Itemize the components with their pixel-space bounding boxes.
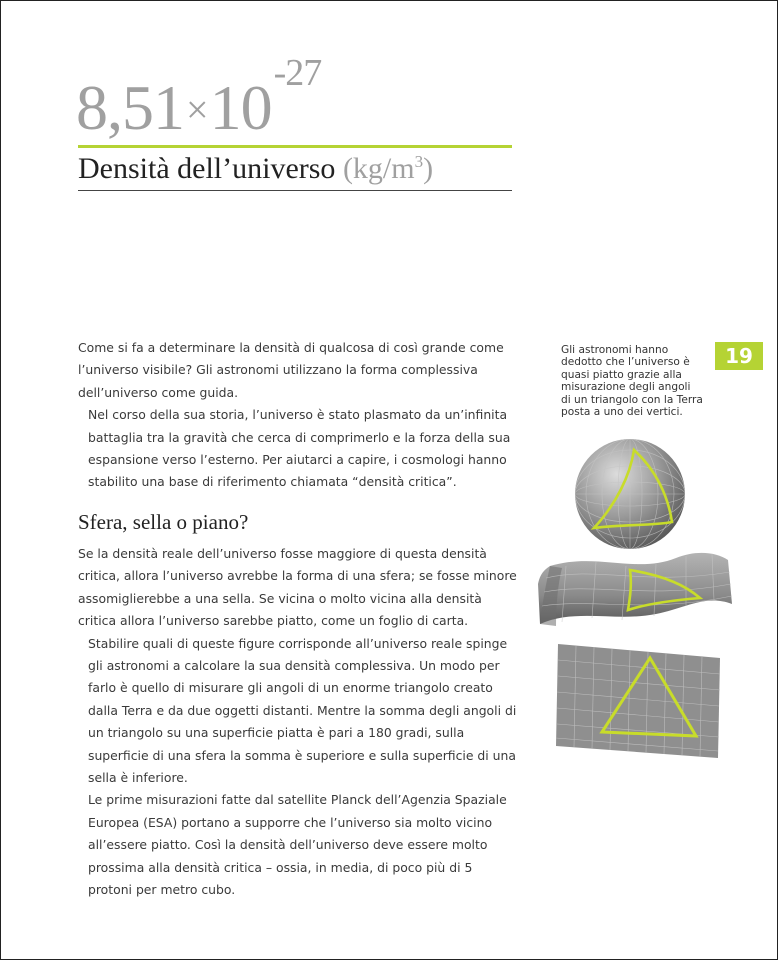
section-heading: Sfera, sella o piano?	[78, 510, 249, 534]
unit-prefix: (kg/m	[342, 152, 415, 185]
title-unit	[343, 152, 433, 185]
intro-text	[78, 337, 518, 494]
times-sign: ×	[186, 87, 208, 132]
unit-sup: 3	[414, 152, 424, 171]
mantissa: 8,51	[76, 72, 184, 143]
saddle-illustration	[536, 544, 734, 630]
intro-paragraph-2: Nel corso della sua storia, l’universo è stato plasmato da un’infinita battaglia tra la gravità che cerca di comprimerlo e la forza della sua espansione verso l’esterno. Per aiutarci a capire, i cosmologi hanno stabilito una base di riferimento chiamata “densità critica”.	[88, 407, 511, 490]
section-paragraph-1: Se la densità reale dell’universo fosse maggiore di questa densità critica, allora l’universo avrebbe la forma di una sfera; se fosse minore assomiglierebbe a una sella. Se vicina o molto vicina alla densità critica allora l’universo sarebbe piatto, come un foglio di carta.	[78, 546, 517, 629]
base: 10	[209, 72, 272, 143]
section-paragraph-3: Le prime misurazioni fatte dal satellite Planck dell’Agenzia Spaziale Europea (ESA) portano a supporre che l’universo sia molto vicino all’essere piatto. Così la densità dell’universo deve essere molto prossima alla densità critica – ossia, in media, di poco più di 5 protoni per metro cubo.	[88, 792, 507, 898]
exponent: -27	[273, 52, 322, 94]
unit-suffix: )	[423, 152, 434, 185]
figure-caption	[535, 344, 703, 418]
page-title	[78, 152, 433, 186]
density-value	[76, 52, 322, 143]
title-rule	[78, 190, 512, 191]
plane-surface	[556, 644, 720, 758]
accent-rule	[78, 145, 512, 148]
intro-paragraph-1: Come si fa a determinare la densità di qualcosa di così grande come l’universo visibile? Gli astronomi utilizzano la forma complessiva dell’universo come guida.	[78, 340, 504, 400]
page-number-badge: 19	[715, 342, 763, 370]
plane-illustration	[556, 638, 722, 760]
title-text: Densità dell’universo	[78, 152, 336, 185]
sphere-illustration	[572, 436, 688, 552]
section-text	[78, 543, 518, 902]
caption-text: Gli astronomi hanno dedotto che l’universo è quasi piatto grazie alla misurazione degli angoli di un triangolo con la Terra posta a uno dei vertici.	[561, 344, 703, 419]
section-paragraph-2: Stabilire quali di queste figure corrisponde all’universo reale spinge gli astronomi a calcolare la sua densità complessiva. Un modo per farlo è quello di misurare gli angoli di un enorme triangolo creato dalla Terra e da due oggetti distanti. Mentre la somma degli angoli di un triangolo su una superficie piatta è pari a 180 gradi, sulla superficie di una sfera la somma è superiore e sulla superficie di una sella è inferiore.	[88, 635, 517, 786]
